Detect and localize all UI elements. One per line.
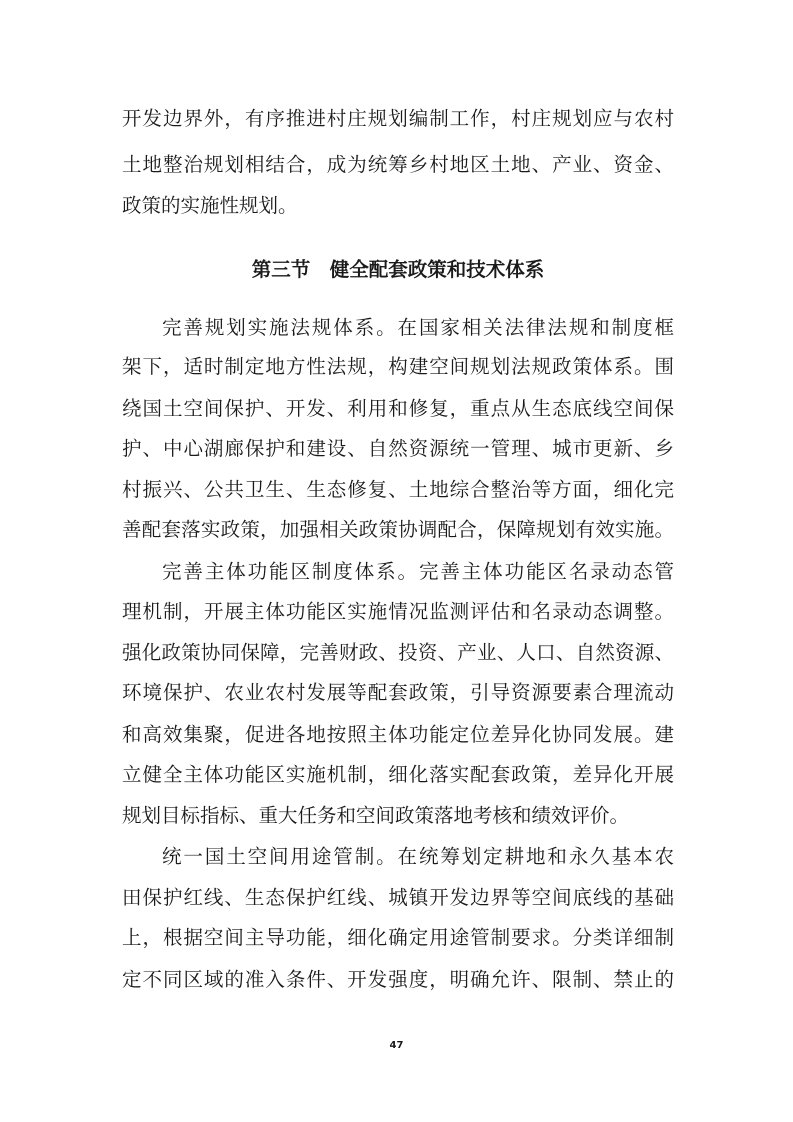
text-line: 统一国土空间用途管制。在统筹划定耕地和永久基本农 [162,845,674,868]
text-line: 绕国土空间保护、开发、利用和修复，重点从生态底线空间保 [122,397,674,420]
text-line: 立健全主体功能区实施机制，细化落实配套政策，差异化开展 [122,763,674,786]
text-line: 田保护红线、生态保护红线、城镇开发边界等空间底线的基础 [122,886,674,909]
text-line: 强化政策协同保障，完善财政、投资、产业、人口、自然资源、 [122,641,674,664]
text-line: 村振兴、公共卫生、生态修复、土地综合整治等方面，细化完 [122,478,674,501]
page-number: 47 [389,1040,404,1051]
text-line: 架下，适时制定地方性法规，构建空间规划法规政策体系。围 [122,355,674,378]
text-line: 定不同区域的准入条件、开发强度，明确允许、限制、禁止的 [122,968,674,991]
text-line: 土地整治规划相结合，成为统筹乡村地区土地、产业、资金、 [122,153,674,176]
text-line: 护、中心湖廊保护和建设、自然资源统一管理、城市更新、乡 [122,437,674,460]
text-line: 善配套落实政策，加强相关政策协调配合，保障规划有效实施。 [122,518,674,541]
text-line: 政策的实施性规划。 [122,194,298,217]
section-heading: 第三节 健全配套政策和技术体系 [251,258,545,281]
text-line: 理机制，开展主体功能区实施情况监测评估和名录动态调整。 [122,600,674,623]
text-line: 上，根据空间主导功能，细化确定用途管制要求。分类详细制 [122,926,674,949]
text-line: 环境保护、农业农村发展等配套政策，引导资源要素合理流动 [122,681,674,704]
text-line: 和高效集聚，促进各地按照主体功能定位差异化协同发展。建 [122,723,674,746]
text-line: 规划目标指标、重大任务和空间政策落地考核和绩效评价。 [122,804,630,827]
text-line: 完善主体功能区制度体系。完善主体功能区名录动态管 [162,560,674,583]
text-line: 完善规划实施法规体系。在国家相关法律法规和制度框 [162,316,674,339]
text-line: 开发边界外，有序推进村庄规划编制工作，村庄规划应与农村 [122,107,674,130]
